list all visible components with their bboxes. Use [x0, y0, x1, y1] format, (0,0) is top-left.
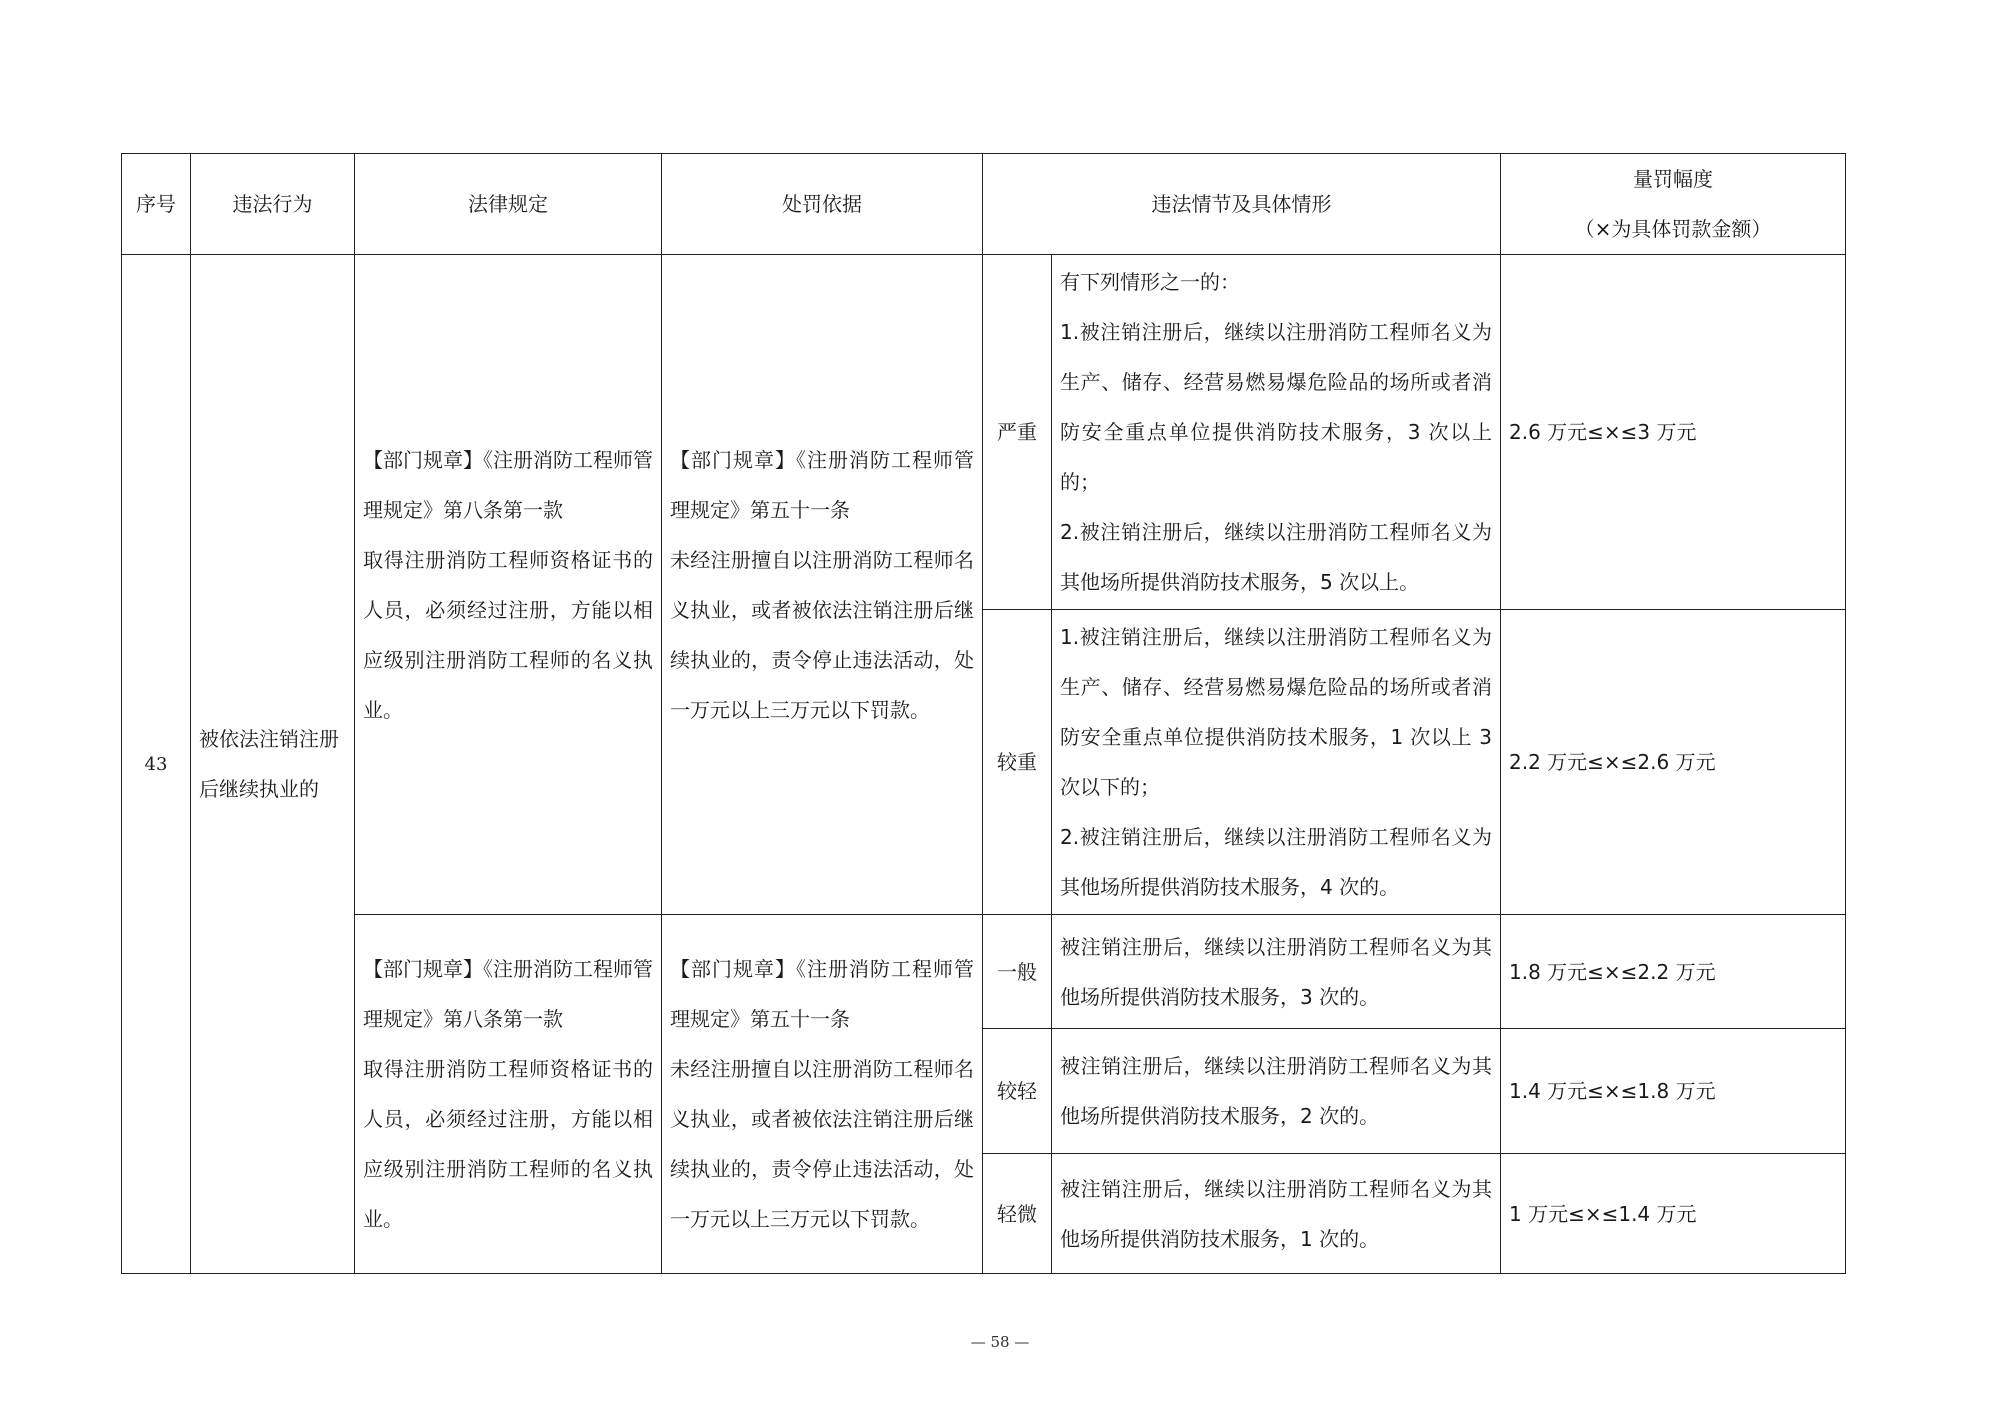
level-severe: 严重 — [983, 255, 1052, 610]
penalty-basis-bottom — [662, 915, 983, 1274]
desc-severe — [1052, 255, 1501, 610]
desc-line: 2.被注销注册后，继续以注册消防工程师名义为其他场所提供消防技术服务，4 次的。 — [1060, 825, 1492, 899]
desc-line: 有下列情形之一的： — [1060, 270, 1240, 294]
desc-line: 被注销注册后，继续以注册消防工程师名义为其他场所提供消防技术服务，2 次的。 — [1060, 1054, 1492, 1128]
desc-line: 被注销注册后，继续以注册消防工程师名义为其他场所提供消防技术服务，3 次的。 — [1060, 934, 1492, 1009]
level-row-severe — [122, 255, 1846, 610]
header-range-title: 量罚幅度 — [1633, 167, 1713, 191]
law-bottom-line: 取得注册消防工程师资格证书的人员，必须经过注册，方能以相应级别注册消防工程师的名义执业。 — [363, 1057, 653, 1231]
penalty-table — [121, 153, 1846, 1274]
law-provision-bottom — [355, 915, 662, 1274]
desc-general — [1052, 915, 1501, 1029]
range-heavy: 2.2 万元≤×≤2.6 万元 — [1501, 610, 1846, 915]
header-range-note: （×为具体罚款金额） — [1574, 217, 1772, 241]
range-general: 1.8 万元≤×≤2.2 万元 — [1501, 915, 1846, 1029]
header-range — [1501, 154, 1846, 255]
row-violation: 被依法注销注册后继续执业的 — [191, 255, 355, 1274]
basis-bottom-line: 未经注册擅自以注册消防工程师名义执业，或者被依法注销注册后继续执业的，责令停止违法活动，处一万元以上三万元以下罚款。 — [670, 1057, 974, 1231]
header-law: 法律规定 — [355, 154, 662, 255]
desc-line: 被注销注册后，继续以注册消防工程师名义为其他场所提供消防技术服务，1 次的。 — [1060, 1176, 1492, 1251]
header-seq: 序号 — [122, 154, 191, 255]
level-heavy: 较重 — [983, 610, 1052, 915]
desc-line: 1.被注销注册后，继续以注册消防工程师名义为生产、储存、经营易燃易爆危险品的场所或者消防安全重点单位提供消防技术服务，1 次以上 3 次以下的； — [1060, 625, 1492, 799]
header-situation: 违法情节及具体情形 — [983, 154, 1501, 255]
law-provision-top — [355, 255, 662, 915]
desc-line: 1.被注销注册后，继续以注册消防工程师名义为生产、储存、经营易燃易爆危险品的场所或者消防安全重点单位提供消防技术服务，3 次以上的； — [1060, 320, 1492, 494]
header-row — [122, 154, 1846, 255]
desc-light — [1052, 1029, 1501, 1154]
basis-top-line: 【部门规章】《注册消防工程师管理规定》第五十一条 — [670, 447, 974, 522]
range-severe: 2.6 万元≤×≤3 万元 — [1501, 255, 1846, 610]
header-act: 违法行为 — [191, 154, 355, 255]
penalty-basis-top — [662, 255, 983, 915]
desc-slight — [1052, 1154, 1501, 1274]
basis-top-line: 未经注册擅自以注册消防工程师名义执业，或者被依法注销注册后继续执业的，责令停止违法活动，处一万元以上三万元以下罚款。 — [670, 547, 974, 722]
page-number: — 58 — — [970, 1333, 1030, 1351]
level-row-general — [122, 915, 1846, 1029]
law-top-line: 【部门规章】《注册消防工程师管理规定》第八条第一款 — [363, 447, 653, 522]
desc-line: 2.被注销注册后，继续以注册消防工程师名义为其他场所提供消防技术服务，5 次以上。 — [1060, 520, 1492, 594]
range-light: 1.4 万元≤×≤1.8 万元 — [1501, 1029, 1846, 1154]
law-top-line: 取得注册消防工程师资格证书的人员，必须经过注册，方能以相应级别注册消防工程师的名义执业。 — [363, 547, 653, 722]
range-slight: 1 万元≤×≤1.4 万元 — [1501, 1154, 1846, 1274]
level-general: 一般 — [983, 915, 1052, 1029]
row-seq: 43 — [122, 255, 191, 1274]
level-slight: 轻微 — [983, 1154, 1052, 1274]
desc-heavy — [1052, 610, 1501, 915]
level-light: 较轻 — [983, 1029, 1052, 1154]
basis-bottom-line: 【部门规章】《注册消防工程师管理规定》第五十一条 — [670, 957, 974, 1031]
law-bottom-line: 【部门规章】《注册消防工程师管理规定》第八条第一款 — [363, 957, 653, 1031]
header-basis: 处罚依据 — [662, 154, 983, 255]
